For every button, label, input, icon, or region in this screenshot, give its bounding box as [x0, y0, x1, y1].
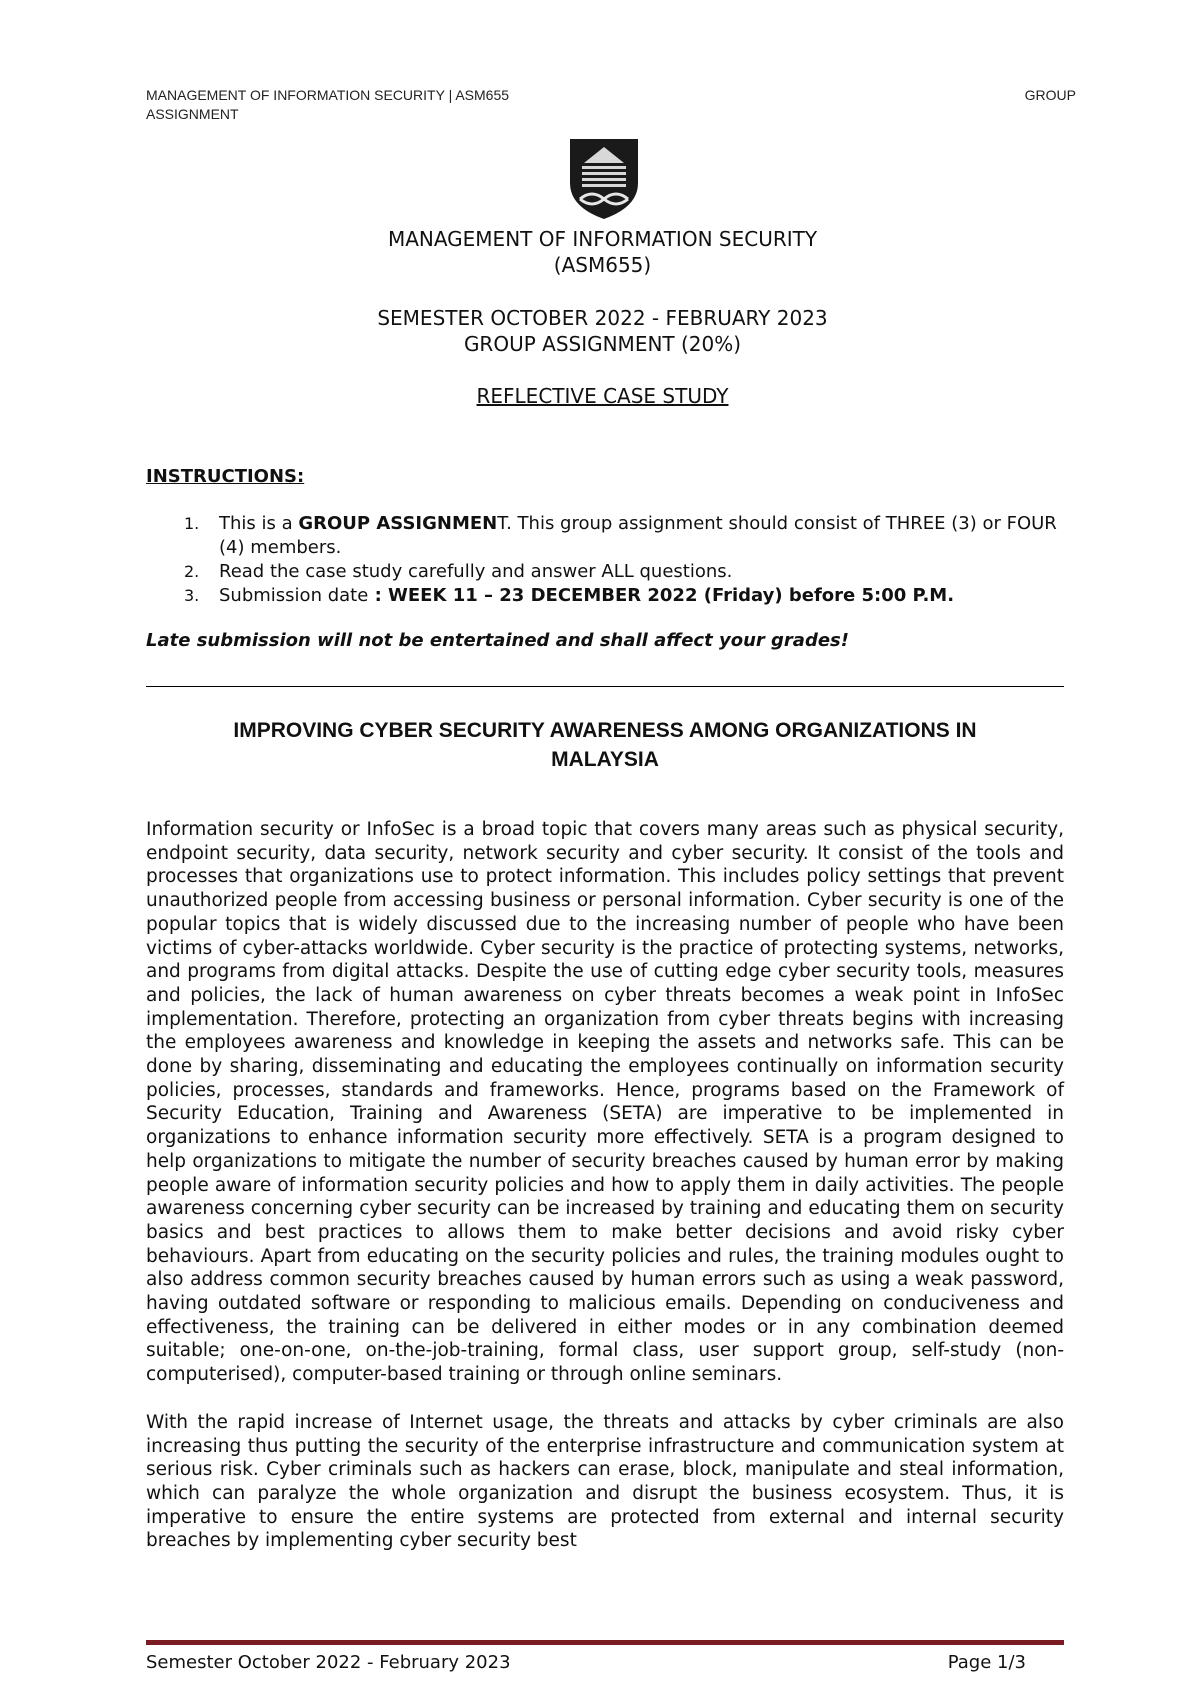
- instruction-item: [146, 584, 1066, 608]
- item-number: 3.: [184, 586, 200, 605]
- case-body: [146, 818, 1064, 1577]
- university-crest-logo: [568, 137, 640, 221]
- late-submission-note: Late submission will not be entertained and shall affect your grades!: [146, 630, 849, 651]
- section-divider: [146, 686, 1064, 687]
- body-paragraph: Information security or InfoSec is a broad topic that covers many areas such as physical security, endpoint security, data security, network security and cyber security. It consist of the tools and processes that organizations use to protect information. This includes policy settings that prevent unauthorized people from accessing business or personal information. Cyber security is one of the popular topics that is widely discussed due to the increasing number of people who have been victims of cyber-attacks worldwide. Cyber security is the practice of protecting systems, networks, and programs from digital attacks. Despite the use of cutting edge cyber security tools, measures and policies, the lack of human awareness on cyber threats becomes a weak point in InfoSec implementation. Therefore, protecting an organization from cyber threats begins with increasing the employees awareness and knowledge in keeping the assets and networks safe. This can be done by sharing, disseminating and educating the employees continually on information security policies, processes, standards and frameworks. Hence, programs based on the Framework of Security Education, Training and Awareness (SETA) are imperative to be implemented in organizations to enhance information security more effectively. SETA is a program designed to help organizations to mitigate the number of security breaches caused by human error by making people aware of information security policies and how to apply them in daily activities. The people awareness concerning cyber security can be increased by training and educating them on security basics and best practices to allows them to make better decisions and avoid risky cyber behaviours. Apart from educating on the security policies and rules, the training modules ought to also address common security breaches caused by human errors such as using a weak password, having outdated software or responding to malicious emails. Depending on conduciveness and effectiveness, the training can be delivered in either modes or in any combination deemed suitable; one-on-one, on-the-job-training, formal class, user support group, self-study (non-computerised), computer-based training or through online seminars.: [146, 819, 1064, 1386]
- assignment-title: GROUP ASSIGNMENT (20%): [463, 332, 742, 356]
- header-course-text: MANAGEMENT OF INFORMATION SECURITY | ASM655: [146, 87, 510, 103]
- item-number: 1.: [184, 514, 200, 533]
- submission-deadline: : WEEK 11 – 23 DECEMBER 2022 (Friday) before 5:00 P.M.: [368, 585, 955, 606]
- title-block: [146, 226, 1059, 409]
- instruction-text: Read the case study carefully and answer ALL questions.: [219, 561, 733, 582]
- instruction-item: [146, 512, 1066, 560]
- instruction-item: [146, 560, 1066, 584]
- page-number: Page 1/3: [947, 1652, 1026, 1673]
- header-group-text: GROUP: [1024, 87, 1076, 103]
- case-title-line: IMPROVING CYBER SECURITY AWARENESS AMONG ORGANIZATIONS IN: [233, 719, 977, 742]
- footer-rule: [146, 1640, 1064, 1645]
- case-study-title: [146, 716, 1064, 774]
- course-code: (ASM655): [553, 253, 652, 277]
- header-assignment-text: ASSIGNMENT: [146, 106, 239, 122]
- instruction-text: This is a: [219, 513, 299, 534]
- course-title: MANAGEMENT OF INFORMATION SECURITY: [387, 227, 818, 251]
- instruction-bold: GROUP ASSIGNMEN: [298, 513, 498, 534]
- instruction-text: Submission date: [219, 585, 369, 606]
- case-study-label: REFLECTIVE CASE STUDY: [476, 384, 729, 408]
- instructions-list: [146, 512, 1066, 608]
- body-paragraph: With the rapid increase of Internet usage, the threats and attacks by cyber criminals are also increasing thus putting the security of the enterprise infrastructure and communication system at serious risk. Cyber criminals such as hackers can erase, block, manipulate and steal information, which can paralyze the whole organization and disrupt the business ecosystem. Thus, it is imperative to ensure the entire systems are protected from external and internal security breaches by implementing cyber security best: [146, 1411, 1064, 1552]
- case-title-line: MALAYSIA: [551, 748, 659, 771]
- instructions-heading: INSTRUCTIONS:: [146, 466, 305, 487]
- footer-semester: Semester October 2022 - February 2023: [146, 1652, 511, 1673]
- semester-title: SEMESTER OCTOBER 2022 - FEBRUARY 2023: [377, 306, 828, 330]
- page-footer: [146, 1651, 1026, 1675]
- instruction-text: T. This group assignment should consist of THREE (3) or FOUR (4) members.: [219, 513, 1057, 558]
- item-number: 2.: [184, 562, 200, 581]
- page-header: [146, 86, 1076, 124]
